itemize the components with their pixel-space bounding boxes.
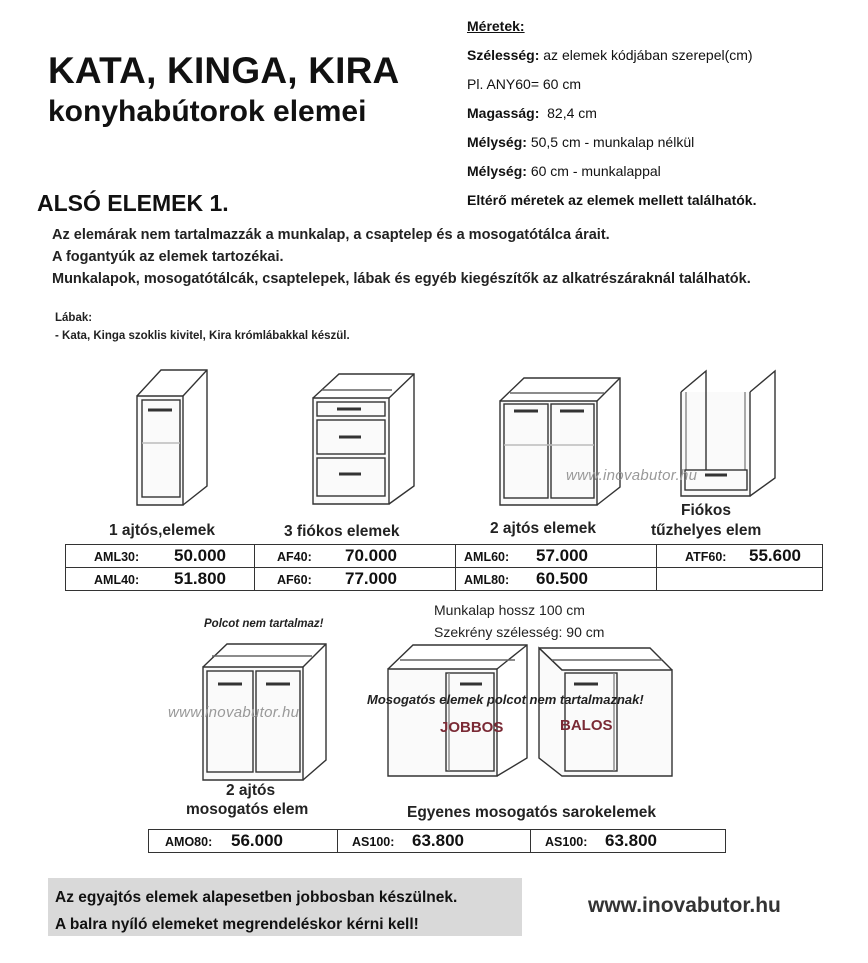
page-title: KATA, KINGA, KIRA (48, 50, 400, 91)
depth-label-1: Mélység: (467, 134, 527, 150)
height-text: 82,4 cm (547, 105, 597, 121)
product-price: 50.000 (174, 546, 226, 565)
worktop-length: Munkalap hossz 100 cm (434, 602, 585, 618)
table-row (149, 830, 726, 853)
other-dimensions-note: Eltérő méretek az elemek mellett találhatók. (467, 192, 757, 208)
product-price: 63.800 (605, 831, 657, 850)
table-row (66, 568, 823, 591)
page-subtitle: konyhabútorok elemei (48, 95, 367, 128)
right-corner-cabinet-drawing (388, 645, 527, 776)
three-drawer-cabinet-drawing (313, 374, 414, 504)
caption-two-door: 2 ajtós elemek (490, 520, 596, 537)
footer-line-1: Az egyajtós elemek alapesetben jobbosban készülnek. (55, 889, 458, 906)
depth-text-1: 50,5 cm - munkalap nélkül (530, 134, 695, 150)
product-code: AML40: (94, 573, 140, 587)
caption-corner: Egyenes mosogatós sarokelemek (407, 804, 656, 821)
product-price: 63.800 (412, 831, 464, 850)
caption-one-door: 1 ajtós,elemek (109, 522, 215, 539)
caption-oven-line2: tűzhelyes elem (651, 522, 762, 539)
product-code: AML80: (464, 573, 510, 587)
product-price: 77.000 (345, 569, 397, 588)
two-door-cabinet-drawing (500, 378, 620, 505)
section-title: ALSÓ ELEMEK 1. (37, 190, 229, 216)
product-code: AMO80: (165, 835, 213, 849)
width-label: Szélesség: (467, 47, 540, 63)
caption-three-drawer: 3 fiókos elemek (284, 523, 400, 540)
left-corner-cabinet-drawing (539, 648, 672, 776)
price-notes (52, 224, 751, 290)
product-code: AS100: (352, 835, 395, 849)
legs-text: - Kata, Kinga szoklis kivitel, Kira krómlábakkal készül. (55, 330, 350, 342)
left-corner-label: BALOS (560, 717, 613, 734)
right-corner-label: JOBBOS (440, 719, 504, 736)
height-label: Magasság: (467, 105, 540, 121)
corner-no-shelf-note: Mosogatós elemek polcot nem tartalmaznak! (367, 692, 644, 707)
caption-oven-line1: Fiókos (681, 502, 731, 519)
dimensions-heading: Méretek: (467, 18, 525, 34)
cabinet-width: Szekrény szélesség: 90 cm (434, 624, 605, 640)
note-line: Munkalapok, mosogatótálcák, csaptelepek, lábak és egyéb kiegészítők az alkatrészáraknál találhatók. (52, 271, 751, 287)
caption-sink-line2: mosogatós elem (186, 801, 309, 818)
price-table-top (65, 544, 823, 591)
sink-no-shelf-note: Polcot nem tartalmaz! (204, 618, 324, 630)
price-table-bottom (148, 829, 726, 853)
one-door-cabinet-drawing (137, 370, 207, 505)
product-price: 70.000 (345, 546, 397, 565)
note-line: Az elemárak nem tartalmazzák a munkalap, a csaptelep és a mosogatótálca árait. (52, 227, 610, 243)
depth-label-2: Mélység: (467, 163, 527, 179)
website-link[interactable]: www.inovabutor.hu (588, 894, 781, 917)
product-price: 56.000 (231, 831, 283, 850)
watermark: www.inovabutor.hu (168, 704, 300, 721)
note-line: A fogantyúk az elemek tartozékai. (52, 249, 284, 265)
table-row (66, 545, 823, 568)
watermark: www.inovabutor.hu (566, 467, 698, 484)
legs-heading: Lábak: (55, 312, 93, 324)
caption-sink-line1: 2 ajtós (226, 782, 276, 799)
product-price: 57.000 (536, 546, 588, 565)
depth-text-2: 60 cm - munkalappal (530, 163, 661, 179)
product-code: AS100: (545, 835, 588, 849)
product-price: 55.600 (749, 546, 801, 565)
width-example: Pl. ANY60= 60 cm (467, 76, 582, 92)
product-code: AML30: (94, 550, 140, 564)
product-code: AML60: (464, 550, 510, 564)
footer-line-2: A balra nyíló elemeket megrendeléskor kérni kell! (55, 916, 419, 933)
empty-cell (657, 568, 823, 591)
footer-notice (55, 884, 457, 938)
product-code: AF40: (277, 550, 312, 564)
product-code: ATF60: (685, 550, 727, 564)
product-price: 60.500 (536, 569, 588, 588)
product-code: AF60: (277, 573, 312, 587)
product-price: 51.800 (174, 569, 226, 588)
width-text: az elemek kódjában szerepel(cm) (543, 47, 753, 63)
legs-block (55, 309, 350, 345)
dimensions-block (467, 12, 756, 215)
